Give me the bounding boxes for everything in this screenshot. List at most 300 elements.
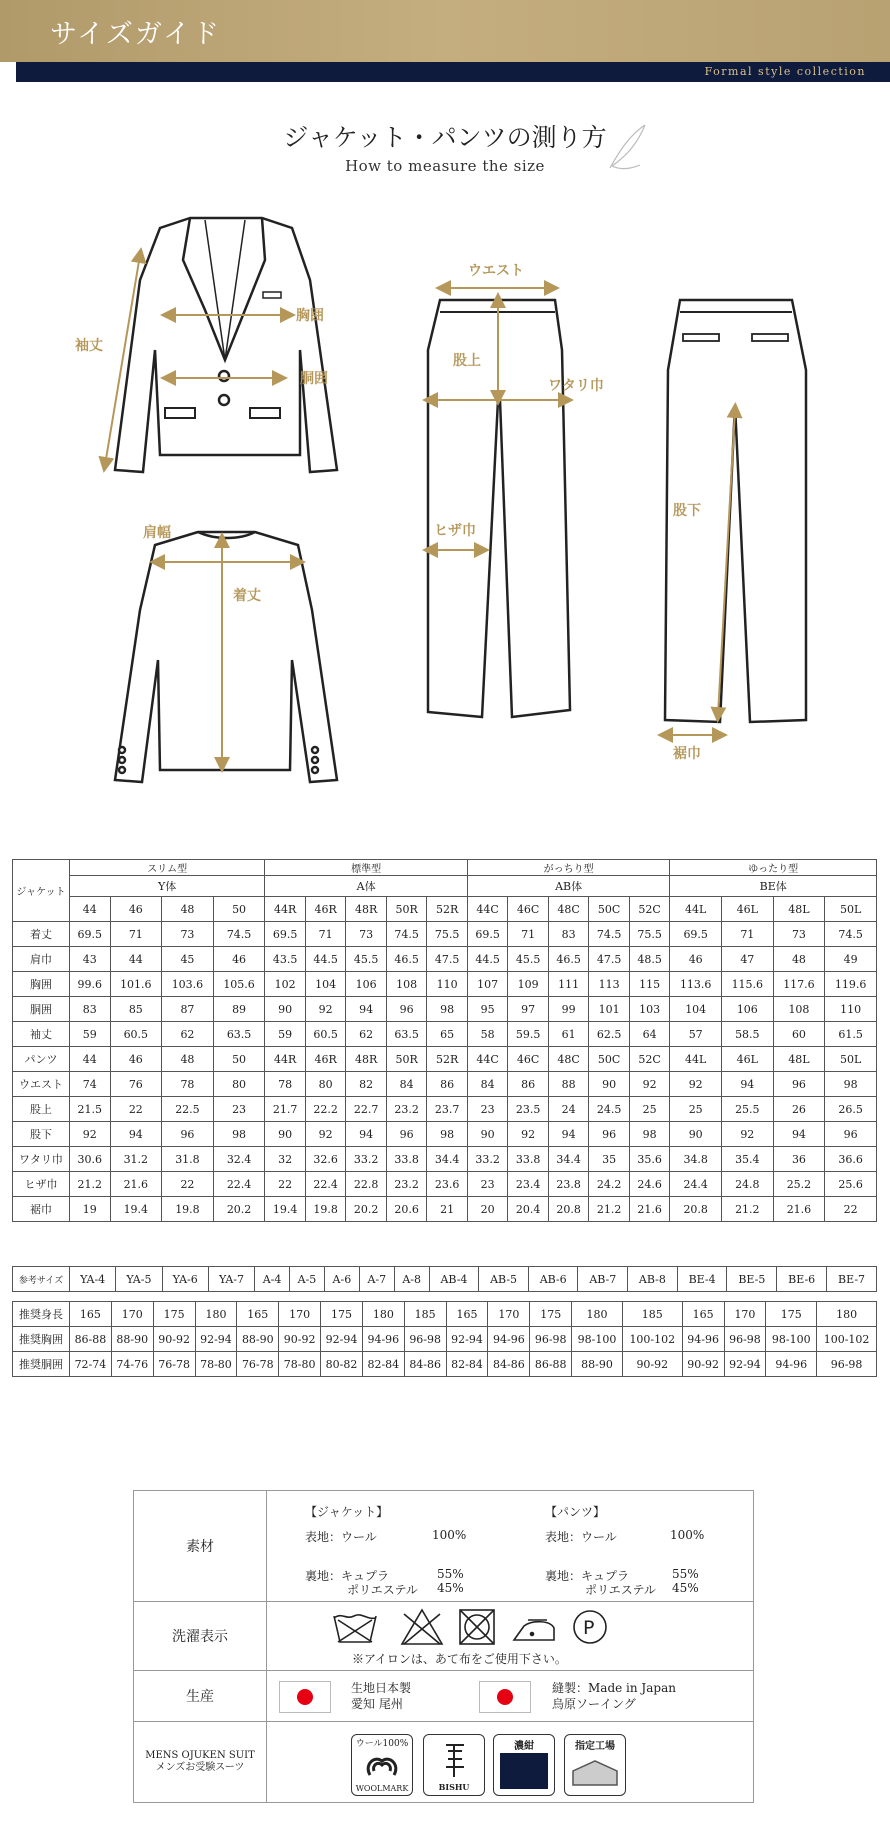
cell: 69.5	[670, 922, 722, 947]
cell: 74	[70, 1072, 111, 1097]
ref-size: BE-7	[827, 1267, 877, 1292]
size-header: 50L	[825, 1047, 877, 1072]
cell: 94	[346, 1122, 387, 1147]
cell: 180	[572, 1302, 623, 1327]
feather-icon	[600, 120, 650, 175]
reference-size-table	[12, 1266, 877, 1292]
size-header: 44R	[265, 1047, 306, 1072]
size-header: 44	[70, 897, 111, 922]
cell: 170	[279, 1302, 321, 1327]
cell: 98	[427, 1122, 468, 1147]
table-row	[13, 1022, 877, 1047]
cell: 61	[548, 1022, 589, 1047]
cell: 94	[722, 1072, 774, 1097]
row-label: ヒザ巾	[13, 1172, 70, 1197]
jacket-outer-pct: 100%	[432, 1528, 467, 1542]
ref-size: A-4	[255, 1267, 290, 1292]
cell: 78	[162, 1072, 214, 1097]
cell: 82-84	[362, 1352, 404, 1377]
size-header: 48	[162, 897, 214, 922]
cell: 24	[548, 1097, 589, 1122]
no-bleach-icon	[402, 1610, 442, 1644]
cell: 45	[162, 947, 214, 972]
cell: 35.4	[722, 1147, 774, 1172]
cell: 90	[670, 1122, 722, 1147]
cell: 80	[213, 1072, 265, 1097]
cell: 165	[237, 1302, 279, 1327]
pants-heading: 【パンツ】	[545, 1505, 606, 1519]
row-label: 裾巾	[13, 1197, 70, 1222]
cell: 22.5	[162, 1097, 214, 1122]
cell: 175	[766, 1302, 817, 1327]
cell: 109	[508, 972, 549, 997]
cell: 60.5	[110, 1022, 162, 1047]
cell: 33.8	[386, 1147, 427, 1172]
cell: 23.2	[386, 1097, 427, 1122]
row-label: 股下	[13, 1122, 70, 1147]
table-row	[13, 1327, 877, 1352]
cell: 104	[305, 972, 346, 997]
size-header: 44	[70, 1047, 111, 1072]
jacket-outer: 表地：ウール	[305, 1530, 377, 1544]
iron-icon	[514, 1620, 554, 1640]
cell: 43.5	[265, 947, 306, 972]
cell: 25	[629, 1097, 670, 1122]
cell: 83	[548, 922, 589, 947]
cell: 32	[265, 1147, 306, 1172]
cell: 21.2	[722, 1197, 774, 1222]
table-row	[13, 1122, 877, 1147]
table-row	[13, 1097, 877, 1122]
label-rise: 股上	[453, 353, 481, 369]
cell: 115.6	[722, 972, 774, 997]
cell: 111	[548, 972, 589, 997]
label-shoulder-width: 肩幅	[143, 525, 171, 541]
cell: 44.5	[305, 947, 346, 972]
svg-text:P: P	[583, 1617, 595, 1639]
cell: 22.8	[346, 1172, 387, 1197]
size-header: 50	[213, 897, 265, 922]
cell: 108	[386, 972, 427, 997]
cell: 99	[548, 997, 589, 1022]
cell: 90	[265, 1122, 306, 1147]
cell: 46	[670, 947, 722, 972]
size-header: 44R	[265, 897, 306, 922]
cell: 76-78	[153, 1352, 195, 1377]
jacket-heading: 【ジャケット】	[305, 1505, 389, 1519]
cell: 87	[162, 997, 214, 1022]
cell: 31.8	[162, 1147, 214, 1172]
cell: 20.4	[508, 1197, 549, 1222]
cell: 58	[467, 1022, 508, 1047]
section-subtitle: How to measure the size	[345, 157, 545, 175]
no-tumble-dry-icon	[460, 1610, 494, 1644]
woolmark-badge: ウール100% WOOLMARK	[351, 1734, 413, 1796]
cell: 175	[153, 1302, 195, 1327]
cell: 92	[305, 1122, 346, 1147]
cell: 96	[386, 1122, 427, 1147]
cell: 49	[825, 947, 877, 972]
cell: 98	[213, 1122, 265, 1147]
type-header: スリム型	[70, 860, 265, 876]
cell: 35	[589, 1147, 630, 1172]
row-label: ワタリ巾	[13, 1147, 70, 1172]
cell: 64	[629, 1022, 670, 1047]
cell: 96	[162, 1122, 214, 1147]
material-label: 素材	[134, 1491, 267, 1602]
jacket-lining: 裏地：キュプラ	[305, 1569, 390, 1583]
cell: 24.2	[589, 1172, 630, 1197]
measurement-illustration	[0, 200, 890, 790]
cell: 92	[305, 997, 346, 1022]
size-header: 48L	[773, 1047, 825, 1072]
size-header: 46R	[305, 897, 346, 922]
fabric-origin: 生地日本製	[351, 1681, 412, 1695]
cell: 90	[467, 1122, 508, 1147]
cell: 88-90	[572, 1352, 623, 1377]
ref-size: A-7	[359, 1267, 394, 1292]
cell: 24.8	[722, 1172, 774, 1197]
jacket-lining2: ポリエステル	[347, 1583, 418, 1597]
cell: 180	[817, 1302, 877, 1327]
cell: 21.5	[70, 1097, 111, 1122]
cell: 71	[305, 922, 346, 947]
cell: 106	[346, 972, 387, 997]
cell: 26.5	[825, 1097, 877, 1122]
label-chest: 胸囲	[296, 308, 324, 324]
size-header: 46	[110, 897, 162, 922]
cell: 180	[195, 1302, 237, 1327]
navy-color-badge: 濃紺	[493, 1734, 555, 1796]
cell: 98-100	[766, 1327, 817, 1352]
ref-size: AB-8	[628, 1267, 678, 1292]
cell: 36.6	[825, 1147, 877, 1172]
label-length: 着丈	[233, 588, 261, 604]
size-header: 52C	[629, 897, 670, 922]
cell: 113	[589, 972, 630, 997]
label-waist-jacket: 胴囲	[300, 371, 328, 387]
cell: 90-92	[622, 1352, 682, 1377]
size-header: 44L	[670, 1047, 722, 1072]
cell: 94	[773, 1122, 825, 1147]
cell: 25.2	[773, 1172, 825, 1197]
cell: 98	[427, 997, 468, 1022]
cell: 110	[825, 997, 877, 1022]
cell: 22.4	[213, 1172, 265, 1197]
cell: 62	[162, 1022, 214, 1047]
cell: 33.2	[467, 1147, 508, 1172]
production-details	[267, 1671, 753, 1721]
cell: 100-102	[622, 1327, 682, 1352]
laundry-label: 洗濯表示	[134, 1602, 267, 1671]
cell: 74.5	[589, 922, 630, 947]
cell: 22	[265, 1172, 306, 1197]
cell: 60	[773, 1022, 825, 1047]
bishu-badge: BISHU	[423, 1734, 485, 1796]
size-header: 48R	[346, 1047, 387, 1072]
cell: 65	[427, 1022, 468, 1047]
size-header: 46C	[508, 1047, 549, 1072]
cell: 74-76	[111, 1352, 153, 1377]
cell: 103.6	[162, 972, 214, 997]
cell: 21.6	[773, 1197, 825, 1222]
table-row	[13, 1197, 877, 1222]
size-header: 50R	[386, 1047, 427, 1072]
cell: 47	[722, 947, 774, 972]
pants-outer: 表地：ウール	[545, 1530, 617, 1544]
cell: 58.5	[722, 1022, 774, 1047]
cell: 23	[467, 1172, 508, 1197]
cell: 90-92	[153, 1327, 195, 1352]
size-table	[12, 859, 877, 1222]
cell: 23.8	[548, 1172, 589, 1197]
cell: 22.7	[346, 1097, 387, 1122]
cell: 92-94	[195, 1327, 237, 1352]
table-row	[13, 922, 877, 947]
cell: 165	[446, 1302, 488, 1327]
japan-flag-icon	[479, 1681, 531, 1713]
cell: 24.5	[589, 1097, 630, 1122]
label-pants-waist: ウエスト	[468, 263, 524, 279]
cell: 73	[162, 922, 214, 947]
row-label: 胴囲	[13, 997, 70, 1022]
cell: 45.5	[508, 947, 549, 972]
cell: 96-98	[530, 1327, 572, 1352]
cell: 20.6	[386, 1197, 427, 1222]
cell: 119.6	[825, 972, 877, 997]
ref-size: A-6	[324, 1267, 359, 1292]
fabric-origin-place: 愛知 尾州	[351, 1697, 403, 1711]
size-header: 52R	[427, 897, 468, 922]
ref-size: YA-5	[116, 1267, 162, 1292]
cell: 60.5	[305, 1022, 346, 1047]
cell: 22	[825, 1197, 877, 1222]
pants-outer-pct: 100%	[670, 1528, 705, 1542]
cell: 25.5	[722, 1097, 774, 1122]
cell: 96-98	[724, 1327, 766, 1352]
cell: 20	[467, 1197, 508, 1222]
cell: 175	[321, 1302, 363, 1327]
cell: 24.6	[629, 1172, 670, 1197]
ref-size: BE-6	[777, 1267, 827, 1292]
cell: 98	[825, 1072, 877, 1097]
cell: 25	[670, 1097, 722, 1122]
cell: 22	[110, 1097, 162, 1122]
label-inseam: 股下	[673, 503, 701, 519]
cell: 101	[589, 997, 630, 1022]
cell: 108	[773, 997, 825, 1022]
hand-wash-icon	[334, 1615, 376, 1642]
sewing-factory: 烏原ソーイング	[552, 1697, 636, 1711]
row-label: 推奨胴囲	[13, 1352, 70, 1377]
cell: 46	[213, 947, 265, 972]
cell: 96-98	[404, 1327, 446, 1352]
size-header: 46L	[722, 897, 774, 922]
cell: 117.6	[773, 972, 825, 997]
size-header: 48L	[773, 897, 825, 922]
cell: 115	[629, 972, 670, 997]
laundry-note: ※アイロンは、あて布をご使用下さい。	[352, 1652, 567, 1666]
type-header: がっちり型	[467, 860, 670, 876]
cell: 76-78	[237, 1352, 279, 1377]
cell: 92-94	[321, 1327, 363, 1352]
cell: 20.8	[548, 1197, 589, 1222]
cell: 83	[70, 997, 111, 1022]
row-label: 着丈	[13, 922, 70, 947]
cell: 78-80	[195, 1352, 237, 1377]
cell: 20.2	[346, 1197, 387, 1222]
cell: 21.2	[70, 1172, 111, 1197]
ref-size: YA-7	[208, 1267, 254, 1292]
cell: 92	[508, 1122, 549, 1147]
ref-size: YA-6	[162, 1267, 208, 1292]
cell: 44	[110, 947, 162, 972]
size-header: 50L	[825, 897, 877, 922]
cell: 25.6	[825, 1172, 877, 1197]
row-label: ウエスト	[13, 1072, 70, 1097]
cell: 82	[346, 1072, 387, 1097]
brand-name-jp: メンズお受験スーツ	[155, 1762, 245, 1773]
cell: 22.2	[305, 1097, 346, 1122]
cell: 20.8	[670, 1197, 722, 1222]
sewing-origin: 縫製：Made in Japan	[552, 1681, 676, 1695]
cell: 47.5	[589, 947, 630, 972]
jacket-lining-pct: 55%	[437, 1567, 464, 1581]
cell: 73	[773, 922, 825, 947]
top-banner	[0, 0, 890, 62]
table-row	[13, 1172, 877, 1197]
cell: 175	[530, 1302, 572, 1327]
size-header: 48C	[548, 1047, 589, 1072]
row-label: 股上	[13, 1097, 70, 1122]
size-header: 50C	[589, 1047, 630, 1072]
cell: 63.5	[213, 1022, 265, 1047]
cell: 19.4	[110, 1197, 162, 1222]
body-type-header: Y体	[70, 876, 265, 897]
size-header: 52R	[427, 1047, 468, 1072]
size-header: 46L	[722, 1047, 774, 1072]
cell: 33.2	[346, 1147, 387, 1172]
cell: 84	[467, 1072, 508, 1097]
cell: 62	[346, 1022, 387, 1047]
recommended-measurements-table	[12, 1301, 877, 1377]
cell: 92	[70, 1122, 111, 1147]
cell: 92-94	[724, 1352, 766, 1377]
cell: 113.6	[670, 972, 722, 997]
cell: 107	[467, 972, 508, 997]
cell: 96-98	[817, 1352, 877, 1377]
cell: 23.2	[386, 1172, 427, 1197]
label-sleeve-length: 袖丈	[75, 338, 103, 354]
cell: 80-82	[321, 1352, 363, 1377]
pants-lining2-pct: 45%	[672, 1581, 699, 1595]
cell: 23.6	[427, 1172, 468, 1197]
jacket-front-drawing	[115, 218, 337, 472]
pants-lining-pct: 55%	[672, 1567, 699, 1581]
cell: 86-88	[530, 1352, 572, 1377]
size-header: 46C	[508, 897, 549, 922]
cell: 46.5	[386, 947, 427, 972]
cell: 96	[386, 997, 427, 1022]
dry-clean-icon	[574, 1611, 606, 1643]
cell: 170	[111, 1302, 153, 1327]
cell: 90	[589, 1072, 630, 1097]
cell: 22.4	[305, 1172, 346, 1197]
pants-header: パンツ	[13, 1047, 70, 1072]
cell: 105.6	[213, 972, 265, 997]
japan-flag-icon	[279, 1681, 331, 1713]
cell: 110	[427, 972, 468, 997]
cell: 78-80	[279, 1352, 321, 1377]
size-header: 50R	[386, 897, 427, 922]
cell: 170	[724, 1302, 766, 1327]
cell: 92	[722, 1122, 774, 1147]
cell: 26	[773, 1097, 825, 1122]
cell: 34.8	[670, 1147, 722, 1172]
cell: 23.7	[427, 1097, 468, 1122]
cell: 23	[467, 1097, 508, 1122]
ref-size: A-8	[394, 1267, 429, 1292]
brand-name-en: MENS OJUKEN SUIT	[145, 1750, 255, 1761]
cell: 89	[213, 997, 265, 1022]
size-header: 50C	[589, 897, 630, 922]
ref-size: AB-5	[479, 1267, 529, 1292]
row-label: 袖丈	[13, 1022, 70, 1047]
ref-size: BE-5	[727, 1267, 777, 1292]
cell: 21	[427, 1197, 468, 1222]
cell: 36	[773, 1147, 825, 1172]
cell: 69.5	[265, 922, 306, 947]
ref-size: AB-7	[578, 1267, 628, 1292]
cell: 78	[265, 1072, 306, 1097]
cell: 59.5	[508, 1022, 549, 1047]
cell: 103	[629, 997, 670, 1022]
ref-size: BE-4	[677, 1267, 727, 1292]
size-header: 44L	[670, 897, 722, 922]
cell: 96	[773, 1072, 825, 1097]
cell: 94	[548, 1122, 589, 1147]
ref-size: AB-4	[429, 1267, 479, 1292]
row-label: 肩巾	[13, 947, 70, 972]
ref-size: YA-4	[70, 1267, 116, 1292]
cell: 57	[670, 1022, 722, 1047]
navy-strip	[16, 62, 890, 82]
jacket-header: ジャケット	[13, 860, 70, 922]
size-header: 44C	[467, 1047, 508, 1072]
cell: 94	[346, 997, 387, 1022]
cell: 88-90	[237, 1327, 279, 1352]
cell: 19.4	[265, 1197, 306, 1222]
cell: 72-74	[70, 1352, 112, 1377]
size-header: 50	[213, 1047, 265, 1072]
cell: 21.7	[265, 1097, 306, 1122]
ref-size: A-5	[290, 1267, 325, 1292]
cell: 90-92	[279, 1327, 321, 1352]
cell: 19.8	[305, 1197, 346, 1222]
cell: 106	[722, 997, 774, 1022]
page-title: サイズガイド	[50, 19, 222, 50]
cell: 80	[305, 1072, 346, 1097]
cell: 85	[110, 997, 162, 1022]
navy-swatch	[500, 1753, 548, 1789]
cell: 84-86	[404, 1352, 446, 1377]
cell: 35.6	[629, 1147, 670, 1172]
cell: 97	[508, 997, 549, 1022]
table-row	[13, 972, 877, 997]
type-header: ゆったり型	[670, 860, 877, 876]
cell: 62.5	[589, 1022, 630, 1047]
table-row	[13, 1352, 877, 1377]
